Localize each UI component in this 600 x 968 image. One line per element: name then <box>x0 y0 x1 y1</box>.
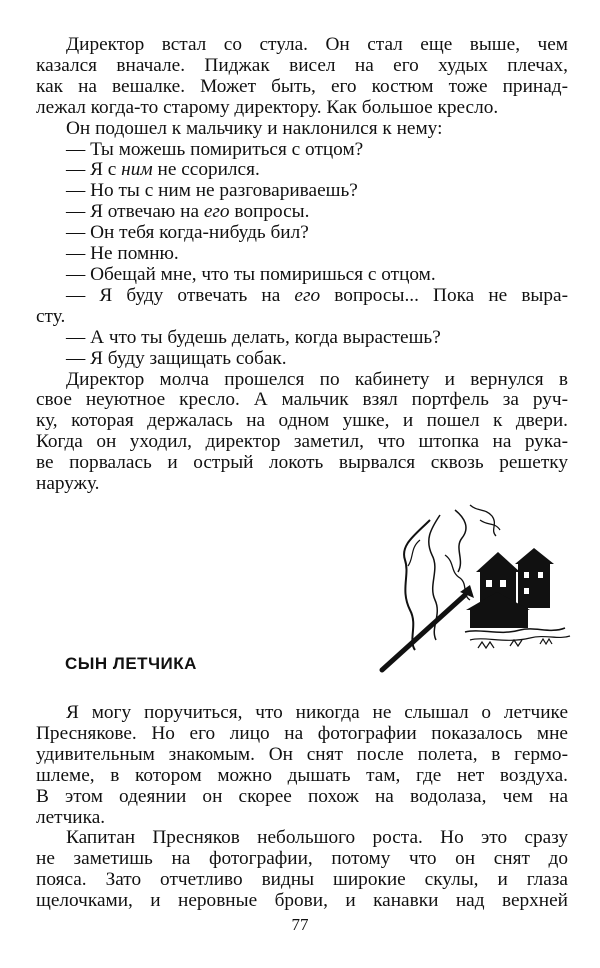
torch-icon <box>382 595 465 670</box>
italic-word: его <box>203 201 230 223</box>
paragraph-line: В этом одеянии он скорее похож на водолаза, чем на <box>36 785 568 807</box>
text-run: вопросы. <box>229 201 310 223</box>
paragraph-line: щелочками, и неровные брови, и канавки над верхней <box>36 890 568 912</box>
paragraph-line: казался вначале. Пиджак висел на его худых плечах, <box>36 54 568 76</box>
paragraph-line: лежал когда-то старому директору. Как большое кресло. <box>36 96 499 118</box>
paragraph-line: как на вешалке. Может быть, его костюм тоже принад- <box>36 75 568 97</box>
italic-word: его <box>294 284 321 306</box>
top-text <box>36 35 568 495</box>
italic-word: ним <box>121 159 153 181</box>
paragraph-line: наружу. <box>36 473 100 495</box>
paragraph-line: Я могу поручиться, что никогда не слышал о летчике <box>66 702 568 723</box>
dialogue-line: — Но ты с ним не разговариваешь? <box>66 180 358 202</box>
dialogue-line <box>36 202 568 223</box>
paragraph-line: Когда он уходил, директор заметил, что штопка на рука- <box>36 431 568 453</box>
section-title: СЫН ЛЕТЧИКА <box>65 654 197 673</box>
dialogue-line: — Я буду защищать собак. <box>66 347 287 369</box>
dialogue-line: — Ты можешь помириться с отцом? <box>66 138 364 160</box>
text-run: вопросы... Пока не выра- <box>320 284 568 306</box>
text-run: — Я буду отвечать на <box>66 284 295 306</box>
dialogue-line <box>36 286 568 307</box>
paragraph-line: не заметишь на фотографии, потому что он снят до <box>36 848 568 870</box>
paragraph-line: ку, которая держалась на одном ушке, и пошел к двери. <box>36 410 568 432</box>
paragraph-line: Директор молча прошелся по кабинету и вернулся в <box>66 368 568 390</box>
paragraph-line: Он подошел к мальчику и наклонился к нему: <box>66 117 443 139</box>
paragraph-line: Преснякове. Но его лицо на фотографии показалось мне <box>36 722 568 744</box>
dialogue-line: — А что ты будешь делать, когда вырастешь? <box>66 326 441 348</box>
paragraph-line: свое неуютное кресло. А мальчик взял портфель за руч- <box>36 389 568 411</box>
dialogue-line: сту. <box>36 305 66 327</box>
paragraph-line: Директор встал со стула. Он стал еще выше, чем <box>66 34 568 55</box>
dialogue-line <box>36 160 568 181</box>
text-run: не ссорился. <box>152 159 260 181</box>
paragraph-line: шлеме, в котором можно дышать там, где нет воздуха. <box>36 764 568 786</box>
paragraph-line: летчика. <box>36 806 106 828</box>
dialogue-line: — Он тебя когда-нибудь бил? <box>66 222 309 244</box>
page-number: 77 <box>291 915 309 934</box>
paragraph-line: ве порвалась и острый локоть вырвался сквозь решетку <box>36 452 568 474</box>
text-run: — Я с <box>66 159 122 181</box>
paragraph-line: Капитан Пресняков небольшого роста. Но это сразу <box>66 827 568 849</box>
illustration-burning-house <box>370 500 580 678</box>
dialogue-line: — Обещай мне, что ты помиришься с отцом. <box>66 263 436 285</box>
text-run: — Я отвечаю на <box>66 201 204 223</box>
paragraph-line: удивительным знакомым. Он снят после полета, в гермо- <box>36 743 568 765</box>
dialogue-line: — Не помню. <box>66 243 179 265</box>
bottom-text <box>36 703 568 912</box>
house-icon <box>466 548 554 628</box>
paragraph-line: пояса. Зато отчетливо видны широкие скулы, и глаза <box>36 869 568 891</box>
